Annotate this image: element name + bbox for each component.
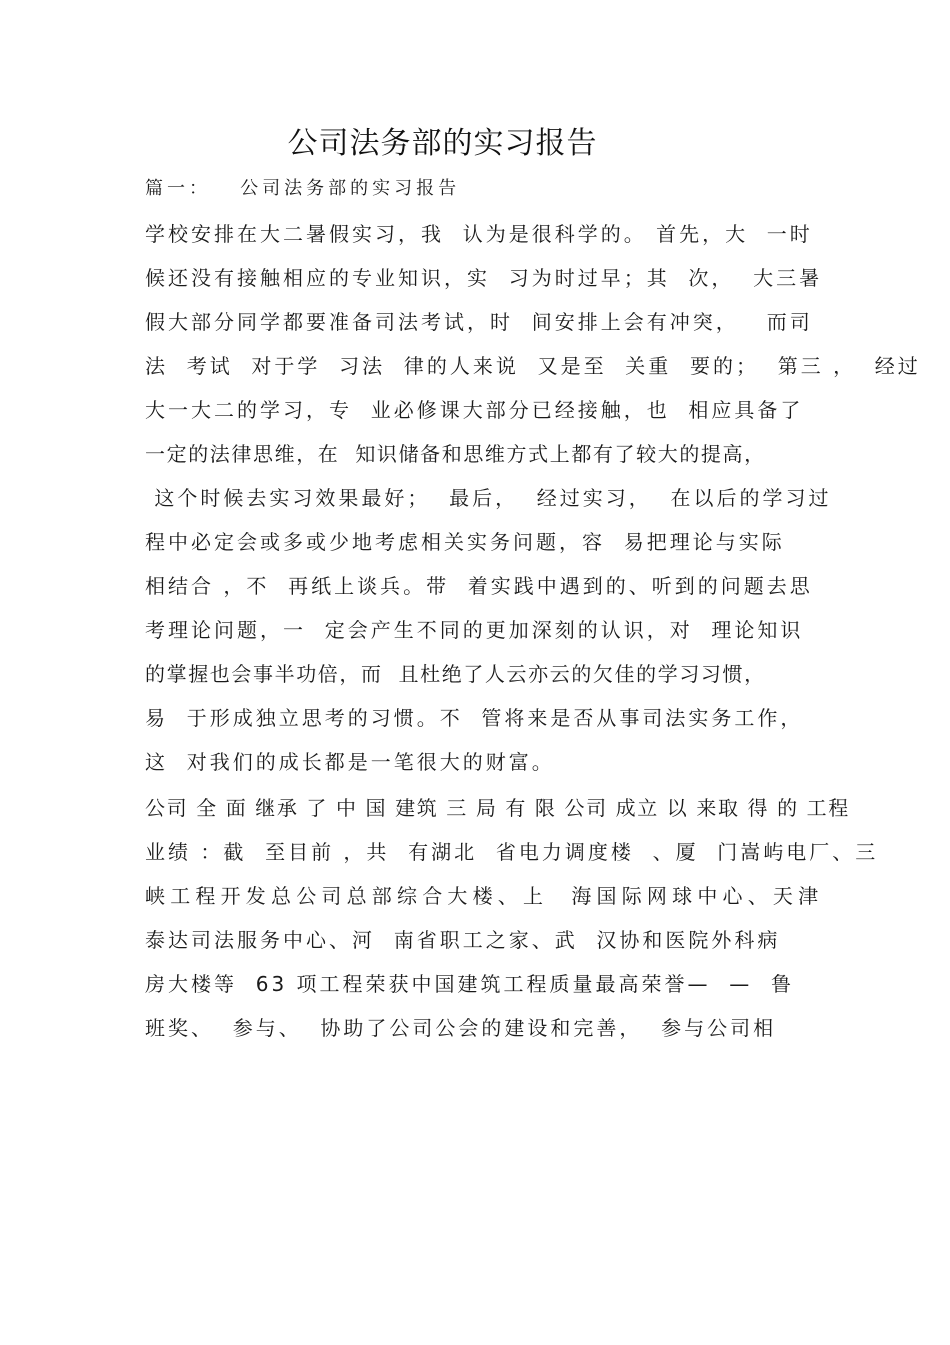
text-line: 峡工程开发总公司总部综合大楼、上 海国际网球中心、天津 bbox=[145, 884, 824, 908]
text-line: 相结合 ，不 再纸上谈兵。带 着实践中遇到的、听到的问题去思 bbox=[145, 574, 813, 598]
text-line: 考理论问题，一 定会产生不同的更加深刻的认识，对 理论知识 bbox=[145, 618, 804, 642]
text-line: 的掌握也会事半功倍，而 且杜绝了人云亦云的欠佳的学习习惯， bbox=[145, 662, 766, 686]
text-line: 假大部分同学都要准备司法考试，时 间安排上会有冲突， 而司 bbox=[145, 310, 813, 334]
paragraph-internship-reasons bbox=[145, 219, 921, 791]
text-line: 程中必定会或多或少地考虑相关实务问题，容 易把理论与实际 bbox=[145, 530, 785, 554]
paragraph-company-achievements bbox=[145, 793, 879, 1057]
text-line: 房大楼等 63 项工程荣获中国建筑工程质量最高荣誉— — 鲁 bbox=[145, 972, 794, 996]
document-title: 公司法务部的实习报告 bbox=[287, 126, 598, 161]
text-line: 易 于形成独立思考的习惯。不 管将来是否从事司法实务工作， bbox=[145, 706, 804, 730]
text-line: 这 对我们的成长都是一笔很大的财富。 bbox=[145, 750, 555, 774]
document-subtitle: 篇一： 公司法务部的实习报告 bbox=[145, 178, 461, 199]
text-line: 一定的法律思维，在 知识储备和思维方式上都有了较大的提高， bbox=[145, 442, 766, 466]
text-line: 公司 全 面 继承 了 中 国 建筑 三 局 有 限 公司 成立 以 来取 得 的 工程 bbox=[145, 796, 850, 820]
text-line: 业绩 ：截 至目前 ，共 有湖北 省电力调度楼 、厦 门嵩屿电厂、三 bbox=[145, 840, 879, 864]
text-line: 这个时候去实习效果最好； 最后， 经过实习， 在以后的学习过 bbox=[145, 486, 832, 510]
text-line: 大一大二的学习，专 业必修课大部分已经接触，也 相应具备了 bbox=[145, 398, 804, 422]
text-line: 学校安排在大二暑假实习，我 认为是很科学的。 首先，大 一时 bbox=[145, 222, 813, 246]
text-line: 泰达司法服务中心、河 南省职工之家、武 汉协和医院外科病 bbox=[145, 928, 781, 952]
text-line: 法 考试 对于学 习法 律的人来说 又是至 关重 要的； 第三 ， 经过 bbox=[145, 354, 921, 378]
text-line: 班奖、 参与、 协助了公司公会的建设和完善， 参与公司相 bbox=[145, 1016, 777, 1040]
text-line: 候还没有接触相应的专业知识，实 习为时过早；其 次， 大三暑 bbox=[145, 266, 823, 290]
